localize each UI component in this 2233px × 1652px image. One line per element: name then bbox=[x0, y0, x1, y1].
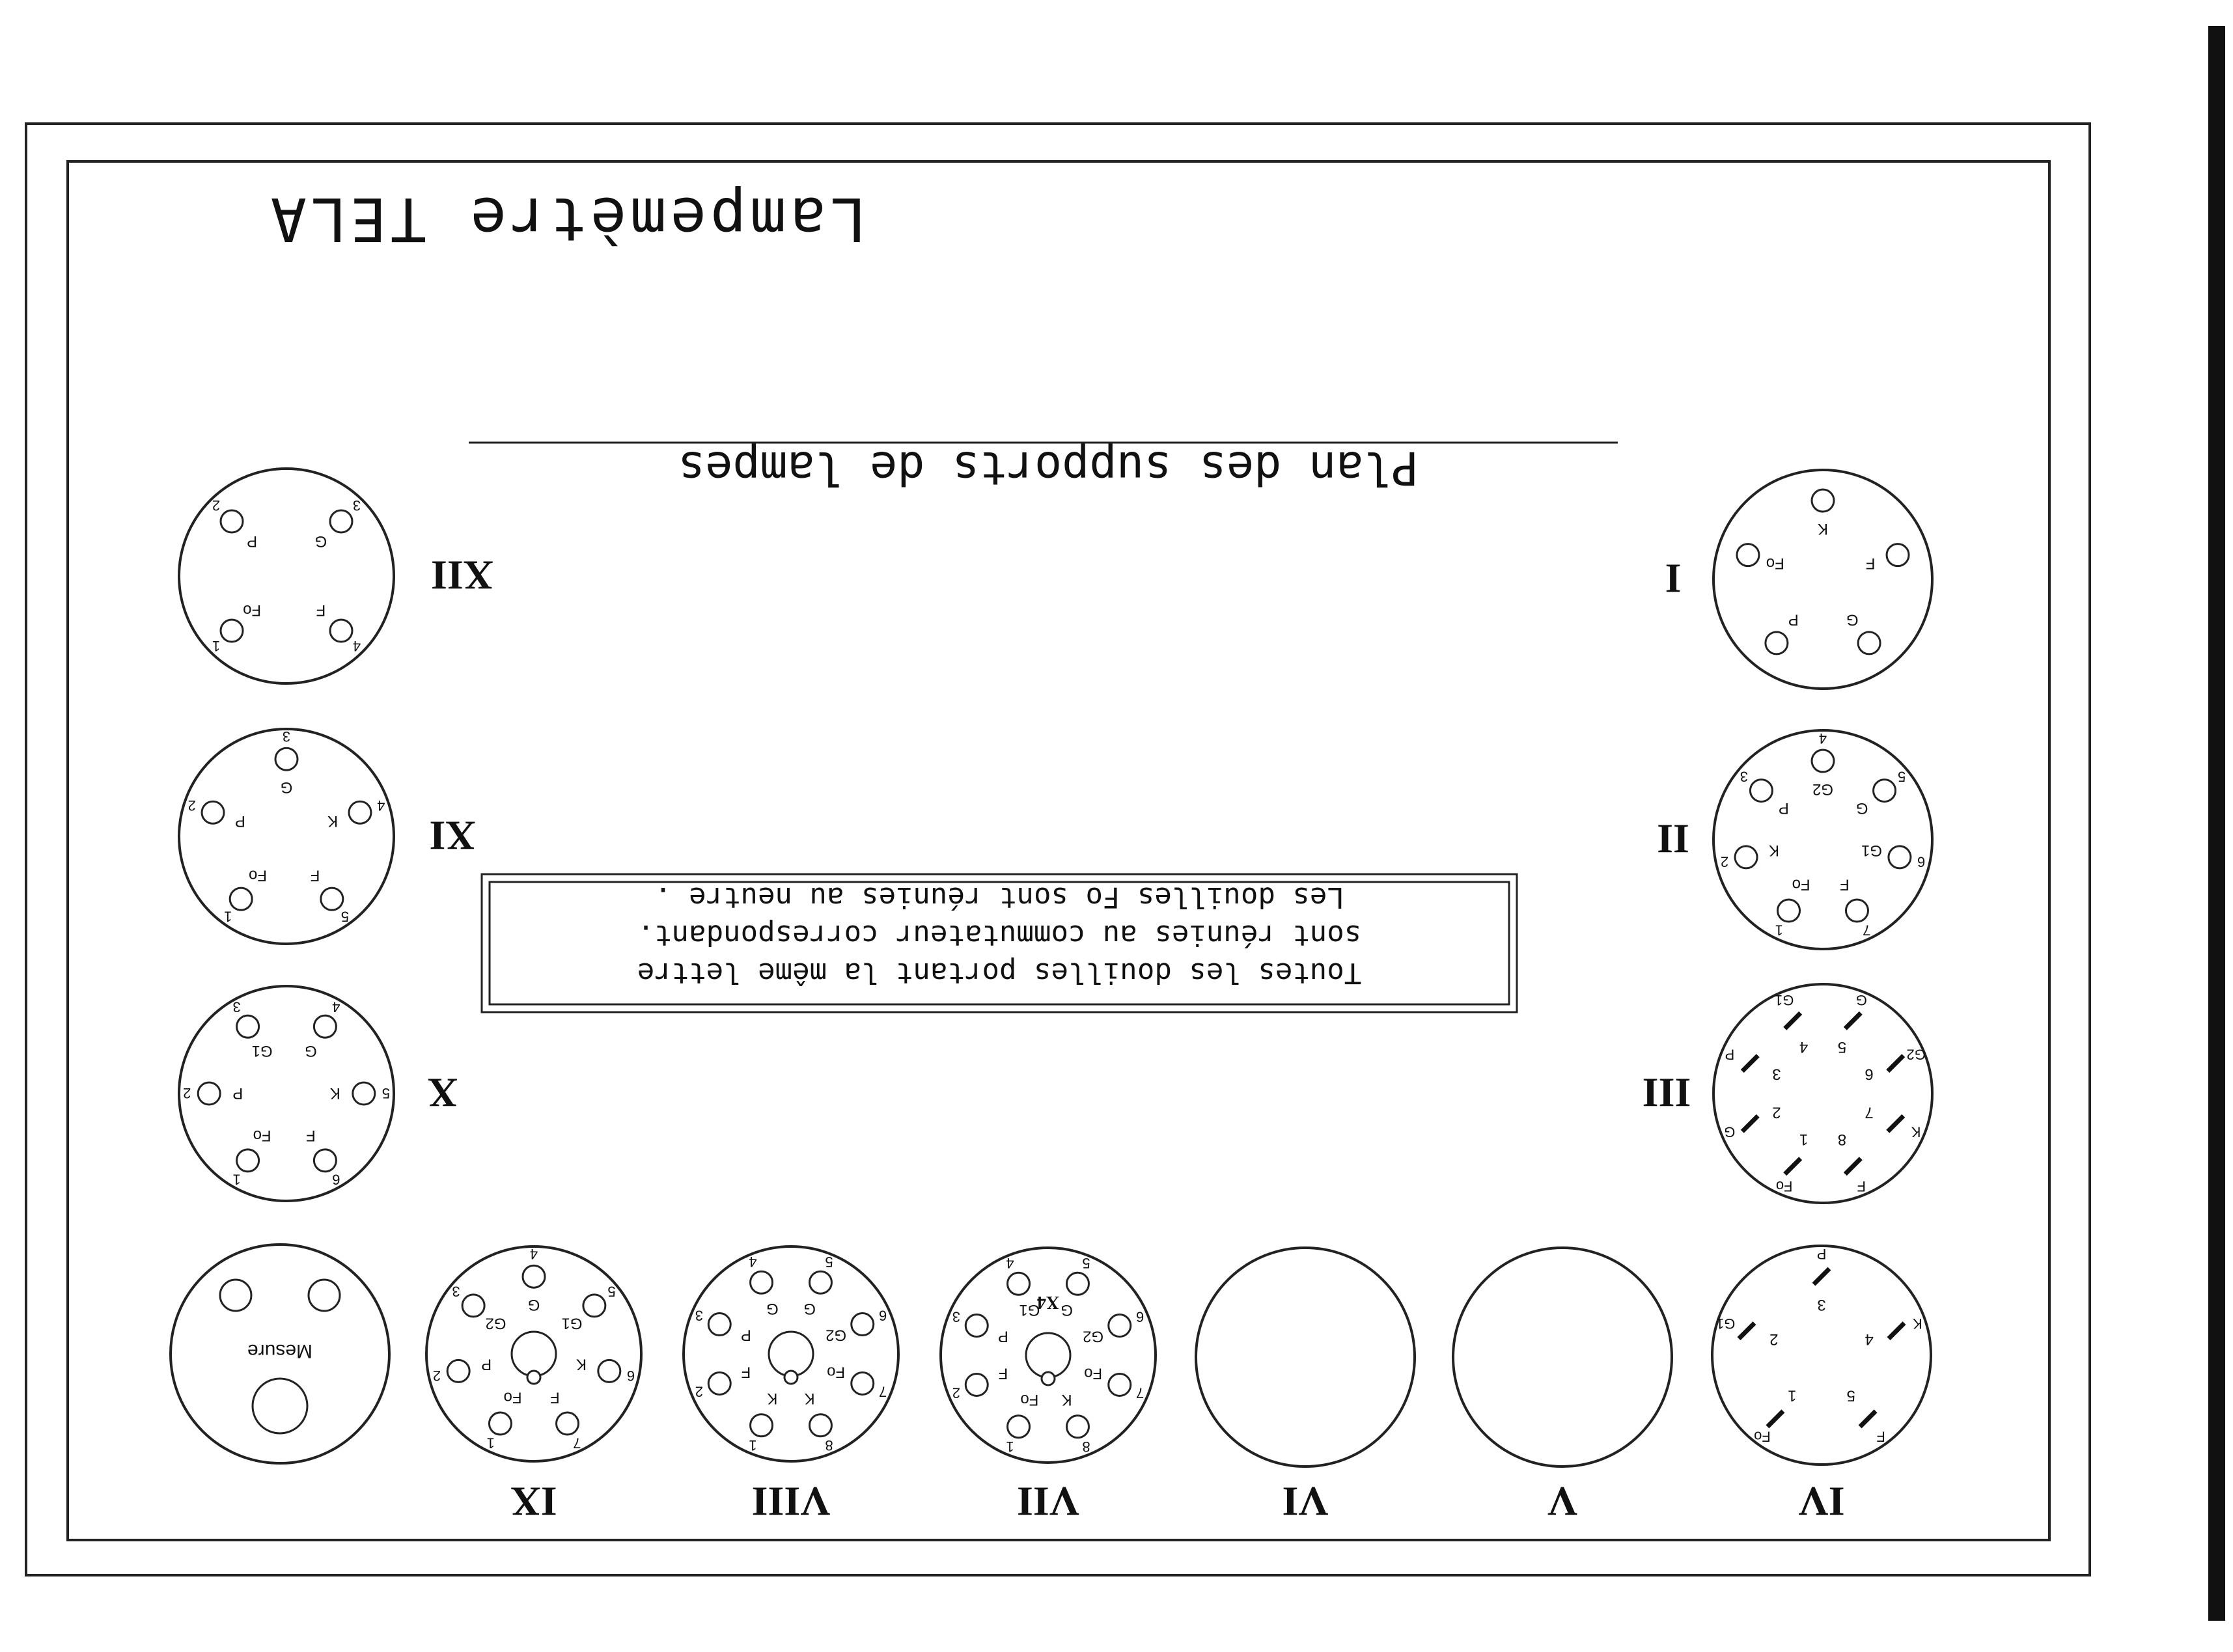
pin-number: 1 bbox=[1775, 922, 1783, 939]
center-key-hole bbox=[512, 1332, 556, 1376]
pin-number: F bbox=[1857, 1178, 1866, 1195]
pin-hole bbox=[237, 1015, 259, 1038]
pin-hole bbox=[965, 1315, 988, 1337]
pin-slot bbox=[1845, 1159, 1861, 1174]
center-key-hole bbox=[1026, 1333, 1070, 1377]
socket-numeral-xi: XI bbox=[429, 812, 476, 859]
pin-hole bbox=[852, 1372, 874, 1394]
pin-hole bbox=[1812, 750, 1834, 772]
socket-numeral-ii: II bbox=[1657, 816, 1689, 862]
pin-slot bbox=[1785, 1013, 1801, 1028]
pin-number: Fo bbox=[1754, 1428, 1771, 1445]
pin-number: 2 bbox=[1720, 853, 1729, 870]
pin-hole bbox=[353, 1082, 375, 1105]
socket-v bbox=[1453, 1248, 1672, 1525]
pin-hole bbox=[314, 1150, 336, 1172]
pin-label: G2 bbox=[485, 1314, 506, 1332]
pin-hole bbox=[1737, 544, 1759, 566]
socket-outline bbox=[941, 1248, 1156, 1463]
pin-hole bbox=[314, 1015, 336, 1038]
pin-slot bbox=[1742, 1116, 1758, 1131]
pin-label: 2 bbox=[1772, 1103, 1781, 1122]
pin-label: Fo bbox=[1084, 1364, 1103, 1383]
pin-hole bbox=[809, 1271, 831, 1293]
pin-hole bbox=[965, 1373, 988, 1396]
note-line-3: Les douilles Fo sont réunies au neutre . bbox=[654, 881, 1344, 914]
pin-hole bbox=[349, 801, 371, 823]
socket-numeral-viii: VIII bbox=[751, 1478, 831, 1525]
pin-hole bbox=[1008, 1416, 1030, 1438]
pin-number: 2 bbox=[432, 1368, 441, 1384]
pin-hole bbox=[220, 1280, 251, 1311]
pin-label: 5 bbox=[1837, 1038, 1847, 1056]
socket-vi bbox=[1196, 1248, 1415, 1525]
pin-number: 2 bbox=[695, 1383, 703, 1400]
socket-numeral-v: V bbox=[1547, 1478, 1578, 1525]
pin-number: 2 bbox=[187, 797, 196, 814]
pin-label: G2 bbox=[1083, 1327, 1104, 1345]
pin-hole bbox=[1109, 1373, 1131, 1396]
pin-number: F bbox=[1876, 1428, 1885, 1445]
pin-label: G bbox=[305, 1042, 317, 1060]
pin-label: G bbox=[1061, 1301, 1073, 1319]
pin-number: 7 bbox=[1136, 1384, 1144, 1401]
socket-numeral-iv: IV bbox=[1798, 1478, 1845, 1525]
pin-number: 6 bbox=[879, 1307, 887, 1324]
pin-hole bbox=[1889, 846, 1911, 868]
pin-label: G1 bbox=[251, 1042, 273, 1060]
pin-slot bbox=[1860, 1411, 1876, 1427]
pin-number: 1 bbox=[749, 1437, 757, 1454]
pin-number: 6 bbox=[1917, 853, 1926, 870]
socket-mesure bbox=[171, 1245, 389, 1463]
pin-hole bbox=[309, 1280, 340, 1311]
pin-slot bbox=[1889, 1323, 1904, 1339]
pin-label: 1 bbox=[1799, 1131, 1809, 1149]
pin-label: F bbox=[316, 601, 326, 619]
pin-hole bbox=[1766, 632, 1788, 654]
pin-number: 7 bbox=[1863, 922, 1871, 939]
pin-hole bbox=[237, 1150, 259, 1172]
pin-hole bbox=[1008, 1273, 1030, 1295]
socket-outline bbox=[1196, 1248, 1415, 1466]
pin-number: 4 bbox=[352, 638, 361, 655]
pin-label: Fo bbox=[503, 1388, 522, 1407]
pin-number: 4 bbox=[377, 797, 385, 814]
socket-numeral-vii: VII bbox=[1016, 1478, 1080, 1525]
pin-label: P bbox=[1788, 611, 1799, 629]
pin-label: F bbox=[998, 1364, 1008, 1383]
scan-edge-strip bbox=[2208, 26, 2225, 1621]
pin-label: 4 bbox=[1865, 1330, 1874, 1349]
pin-number: 5 bbox=[381, 1085, 390, 1101]
pin-number: 2 bbox=[183, 1085, 191, 1101]
pin-label: F bbox=[550, 1388, 560, 1407]
pin-hole bbox=[523, 1265, 545, 1287]
pin-hole bbox=[330, 620, 352, 642]
pin-number: 1 bbox=[232, 1171, 241, 1188]
pin-label: Fo bbox=[1020, 1391, 1039, 1409]
socket-numeral-iii: III bbox=[1642, 1069, 1691, 1116]
socket-iv bbox=[1712, 1246, 1931, 1525]
pin-slot bbox=[1814, 1269, 1829, 1284]
pin-label: G bbox=[803, 1299, 816, 1317]
pin-hole bbox=[598, 1360, 620, 1382]
pin-number: 5 bbox=[607, 1283, 616, 1300]
pin-hole bbox=[852, 1314, 874, 1336]
pin-label: P bbox=[481, 1355, 492, 1373]
pin-slot bbox=[1888, 1116, 1904, 1131]
pin-label: 8 bbox=[1837, 1131, 1847, 1149]
pin-hole bbox=[751, 1414, 773, 1437]
center-key-notch bbox=[527, 1371, 540, 1384]
socket-outline bbox=[1453, 1248, 1672, 1466]
pin-label: G1 bbox=[1019, 1301, 1040, 1319]
pin-hole bbox=[275, 748, 298, 770]
pin-number: 3 bbox=[232, 998, 241, 1015]
pin-hole bbox=[557, 1412, 579, 1435]
socket-outline bbox=[179, 469, 394, 683]
pin-number: 8 bbox=[1082, 1439, 1090, 1455]
pin-hole bbox=[321, 888, 343, 910]
pin-slot bbox=[1742, 1056, 1758, 1071]
pin-hole bbox=[1858, 632, 1880, 654]
pin-hole bbox=[1778, 900, 1800, 922]
pin-number: 4 bbox=[749, 1253, 757, 1270]
pin-slot bbox=[1739, 1323, 1754, 1339]
rotated-content bbox=[171, 184, 1932, 1525]
pin-number: P bbox=[1725, 1046, 1735, 1063]
pin-slot bbox=[1785, 1159, 1801, 1174]
pin-hole bbox=[1109, 1315, 1131, 1337]
pin-label: 2 bbox=[1769, 1330, 1779, 1349]
pin-label: G2 bbox=[1812, 780, 1834, 799]
socket-numeral-x: X bbox=[427, 1069, 458, 1116]
socket-numeral-xii: XII bbox=[430, 552, 494, 599]
pin-label: Fo bbox=[1792, 875, 1810, 894]
pin-label: K bbox=[329, 1084, 340, 1102]
pin-hole bbox=[221, 620, 243, 642]
socket-numeral-i: I bbox=[1665, 555, 1682, 602]
pin-number: 1 bbox=[224, 908, 232, 925]
pin-number: P bbox=[1816, 1246, 1827, 1263]
pin-label: P bbox=[1778, 799, 1789, 818]
pin-number: 1 bbox=[486, 1435, 495, 1452]
socket-x bbox=[179, 986, 458, 1201]
pin-label: G bbox=[527, 1296, 540, 1314]
pin-number: Fo bbox=[1775, 1178, 1793, 1195]
pin-number: G1 bbox=[1775, 991, 1794, 1008]
pin-label: F bbox=[306, 1126, 316, 1144]
pin-hole bbox=[708, 1372, 730, 1394]
pin-number: 1 bbox=[1006, 1439, 1014, 1455]
pin-label: 5 bbox=[1846, 1386, 1855, 1405]
pin-label: G1 bbox=[561, 1314, 583, 1332]
measure-jack bbox=[253, 1379, 307, 1433]
socket-i bbox=[1665, 470, 1932, 689]
pin-label: Fo bbox=[1766, 555, 1784, 573]
pin-label: K bbox=[1061, 1391, 1072, 1409]
pin-hole bbox=[751, 1271, 773, 1293]
socket-layer bbox=[171, 469, 1932, 1525]
pin-hole bbox=[1812, 489, 1834, 512]
pin-hole bbox=[1066, 1416, 1089, 1438]
pin-number: 3 bbox=[452, 1283, 460, 1300]
pin-slot bbox=[1768, 1411, 1783, 1427]
pin-number: 7 bbox=[879, 1383, 887, 1400]
pin-number: 4 bbox=[529, 1246, 538, 1263]
pin-number: 3 bbox=[1740, 768, 1748, 785]
socket-outline bbox=[1713, 984, 1932, 1203]
socket-numeral-ix: IX bbox=[510, 1478, 557, 1525]
pin-hole bbox=[202, 801, 224, 823]
pin-hole bbox=[330, 510, 352, 532]
pin-label: G bbox=[1846, 611, 1859, 629]
socket-outline bbox=[684, 1246, 898, 1461]
pin-label: G bbox=[314, 532, 327, 551]
pin-label: 3 bbox=[1817, 1296, 1826, 1314]
socket-xii bbox=[179, 469, 493, 683]
pin-label: G1 bbox=[1861, 842, 1883, 860]
socket-vii bbox=[941, 1248, 1156, 1525]
pin-hole bbox=[1066, 1273, 1089, 1295]
pin-label: P bbox=[234, 812, 245, 830]
note-line-2: sont réunies au commutateur correspondant. bbox=[637, 918, 1362, 952]
pin-hole bbox=[221, 510, 243, 532]
pin-label: Fo bbox=[253, 1126, 271, 1144]
pin-hole bbox=[1887, 544, 1909, 566]
pin-label: F bbox=[1865, 555, 1876, 573]
pin-label: G bbox=[766, 1299, 779, 1317]
pin-label: K bbox=[1768, 842, 1779, 860]
pin-label: Fo bbox=[827, 1363, 846, 1381]
pin-hole bbox=[708, 1314, 730, 1336]
socket-xi bbox=[179, 728, 476, 944]
pin-slot bbox=[1888, 1056, 1904, 1071]
pin-number: 2 bbox=[212, 497, 221, 514]
pin-number: G1 bbox=[1715, 1315, 1736, 1332]
pin-number: 5 bbox=[825, 1253, 833, 1270]
pin-label: K bbox=[1817, 520, 1829, 538]
pin-label: 6 bbox=[1865, 1065, 1874, 1083]
pin-number: 4 bbox=[1818, 730, 1827, 747]
pin-label: F bbox=[310, 866, 320, 885]
pin-hole bbox=[583, 1295, 605, 1317]
pin-hole bbox=[809, 1414, 831, 1437]
pin-number: 1 bbox=[212, 638, 221, 655]
center-key-notch bbox=[1042, 1372, 1055, 1385]
pin-number: 6 bbox=[1136, 1308, 1144, 1325]
pin-number: G2 bbox=[1906, 1046, 1926, 1063]
socket-numeral-vi: VI bbox=[1282, 1478, 1329, 1525]
pin-number: 5 bbox=[1898, 768, 1906, 785]
pin-number: K bbox=[1911, 1123, 1921, 1140]
note-line-1: Toutes les douilles portant la même lettre bbox=[637, 956, 1362, 989]
center-key-notch bbox=[784, 1371, 798, 1384]
pin-hole bbox=[1735, 846, 1757, 868]
socket-ii bbox=[1657, 730, 1932, 949]
pin-number: 5 bbox=[1082, 1254, 1090, 1271]
pin-number: G bbox=[1855, 991, 1867, 1008]
pin-hole bbox=[462, 1295, 484, 1317]
pin-hole bbox=[1874, 780, 1896, 802]
pin-number: 6 bbox=[332, 1171, 340, 1188]
pin-hole bbox=[489, 1412, 511, 1435]
socket-viii bbox=[684, 1246, 898, 1525]
pin-number: 3 bbox=[352, 497, 361, 514]
pin-label: Fo bbox=[249, 866, 268, 885]
pin-label: P bbox=[247, 532, 258, 551]
pin-number: K bbox=[1913, 1315, 1922, 1332]
pin-hole bbox=[198, 1082, 220, 1105]
socket-ix bbox=[426, 1246, 641, 1524]
pin-label: Fo bbox=[243, 601, 262, 619]
pin-hole bbox=[447, 1360, 469, 1382]
pin-hole bbox=[230, 888, 252, 910]
pin-label: G bbox=[1855, 799, 1868, 818]
pin-label: G bbox=[280, 778, 293, 797]
pin-number: 4 bbox=[1006, 1254, 1014, 1271]
pin-label: 7 bbox=[1865, 1103, 1874, 1122]
pin-label: K bbox=[767, 1390, 778, 1408]
title: Lampemètre TELA bbox=[266, 184, 867, 254]
measure-label: Mesure bbox=[247, 1340, 313, 1362]
pin-label: K bbox=[576, 1355, 587, 1373]
pin-number: 3 bbox=[952, 1308, 960, 1325]
pin-slot bbox=[1845, 1013, 1861, 1028]
pin-label: F bbox=[741, 1363, 751, 1381]
pin-label: G2 bbox=[825, 1326, 847, 1344]
pin-label: P bbox=[740, 1326, 751, 1344]
pin-label: F bbox=[1840, 875, 1850, 894]
pin-label: 3 bbox=[1772, 1065, 1781, 1083]
pin-hole bbox=[1846, 900, 1868, 922]
pin-number: 8 bbox=[825, 1437, 833, 1454]
pin-label: P bbox=[997, 1327, 1008, 1345]
pin-number: 3 bbox=[282, 728, 291, 745]
outer-frame bbox=[26, 124, 2090, 1575]
center-mark: X4 bbox=[1036, 1292, 1060, 1312]
pin-label: K bbox=[804, 1390, 815, 1408]
pin-number: G bbox=[1724, 1123, 1736, 1140]
pin-label: P bbox=[232, 1084, 243, 1102]
center-key-hole bbox=[769, 1332, 813, 1376]
pin-label: 4 bbox=[1799, 1038, 1809, 1056]
pin-number: 7 bbox=[573, 1435, 581, 1452]
subtitle: Plan des supports de lampes bbox=[678, 441, 1419, 495]
pin-number: 2 bbox=[952, 1384, 960, 1401]
pin-hole bbox=[1750, 780, 1772, 802]
pin-number: 4 bbox=[332, 998, 340, 1015]
socket-iii bbox=[1643, 984, 1932, 1203]
pin-number: 6 bbox=[626, 1368, 635, 1384]
pin-label: 1 bbox=[1788, 1386, 1797, 1405]
pin-number: 5 bbox=[340, 908, 349, 925]
pin-number: 3 bbox=[695, 1307, 703, 1324]
pin-label: K bbox=[327, 812, 339, 830]
